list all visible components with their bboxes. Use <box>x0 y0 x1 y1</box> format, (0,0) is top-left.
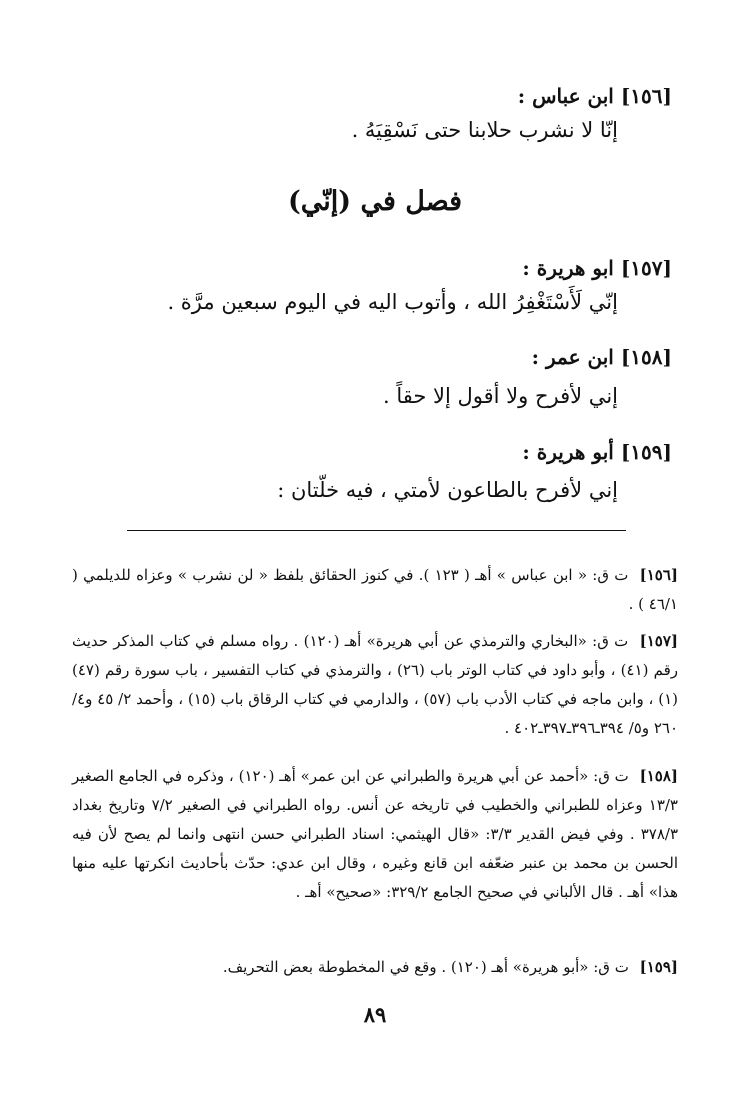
entry-number: [١٥٧] <box>620 256 672 280</box>
entry-number: [١٥٦] <box>620 84 672 108</box>
footnote-157 <box>72 627 678 743</box>
footnote-text: ت ق: « ابن عباس » أهـ ( ١٢٣ ). في كنوز الحقائق بلفظ « لن نشرب » وعزاه للديلمي ( ٤٦/١ ) . <box>72 566 678 613</box>
footnote-number: [١٥٧] <box>639 632 678 650</box>
footnote-number: [١٥٨] <box>639 767 678 785</box>
entry-158-heading <box>532 345 672 369</box>
footnote-separator <box>127 530 626 531</box>
footnote-159 <box>72 953 678 982</box>
entry-158-text: إني لأفرح ولا أقول إلا حقاً . <box>383 384 618 408</box>
footnote-number: [١٥٩] <box>639 958 678 976</box>
page-number: ٨٩ <box>363 1002 387 1027</box>
entry-159-heading <box>522 440 672 464</box>
entry-159-text: إني لأفرح بالطاعون لأمتي ، فيه خلّتان : <box>277 478 618 502</box>
section-title: فصل في (إنّي) <box>287 186 463 217</box>
entry-157-text: إنّي لَأَسْتَغْفِرُ الله ، وأتوب اليه في اليوم سبعين مرَّة . <box>167 290 618 314</box>
footnote-text: ت ق: «أبو هريرة» أهـ (١٢٠) . وقع في المخطوطة بعض التحريف. <box>222 958 629 976</box>
footnote-158 <box>72 762 678 907</box>
footnote-number: [١٥٦] <box>639 566 678 584</box>
footnote-text: ت ق: «البخاري والترمذي عن أبي هريرة» أهـ (١٢٠) . رواه مسلم في كتاب المذكر حديث رقم (٤١) ، وأبو داود في كتاب الوتر باب (٢٦) ، والترمذي في كتاب التفسير ، باب سورة رقم (٤٧) (١) ، وابن ماجه في كتاب الأدب باب (٥٧) ، والدارمي في كتاب الرقاق باب (١٥) ، وأحمد ٢/ ٤٥ و٤/ ٢٦٠ و٥/ ٣٩٤ـ٣٩٦ـ٣٩٧ـ٤٠٢ . <box>72 632 678 737</box>
entry-narrator: ابن عباس : <box>517 84 614 108</box>
entry-narrator: أبو هريرة : <box>522 440 614 464</box>
entry-narrator: ابن عمر : <box>531 345 614 369</box>
entry-number: [١٥٩] <box>620 440 672 464</box>
entry-number: [١٥٨] <box>620 345 672 369</box>
entry-156-text: إنّا لا نشرب حلابنا حتى نَسْقِيَهُ . <box>351 118 618 142</box>
footnote-156 <box>72 561 678 619</box>
footnote-text: ت ق: «أحمد عن أبي هريرة والطبراني عن ابن عمر» أهـ (١٢٠) ، وذكره في الجامع الصغير ١٣/٣ وعزاه للطبراني والخطيب في تاريخه عن أنس. رواه الطبراني في الصغير ٧/٢ وتاريخ بغداد ٣٧٨/٣ . وفي فيض القدير ٣/٣: «قال الهيثمي: اسناد الطبراني حسن انتهى وانما لم يصح لأن فيه الحسن بن محمد بن عنبر ضعّفه ابن قانع وغيره ، وقال ابن عدي: حدّث بأحاديث انكرتها عليه منها هذا» أهـ . قال الألباني في صحيح الجامع ٣٢٩/٢: «صحيح» أهـ . <box>72 767 679 901</box>
entry-156-heading <box>518 84 672 108</box>
entry-157-heading <box>522 256 672 280</box>
entry-narrator: ابو هريرة : <box>522 256 614 280</box>
